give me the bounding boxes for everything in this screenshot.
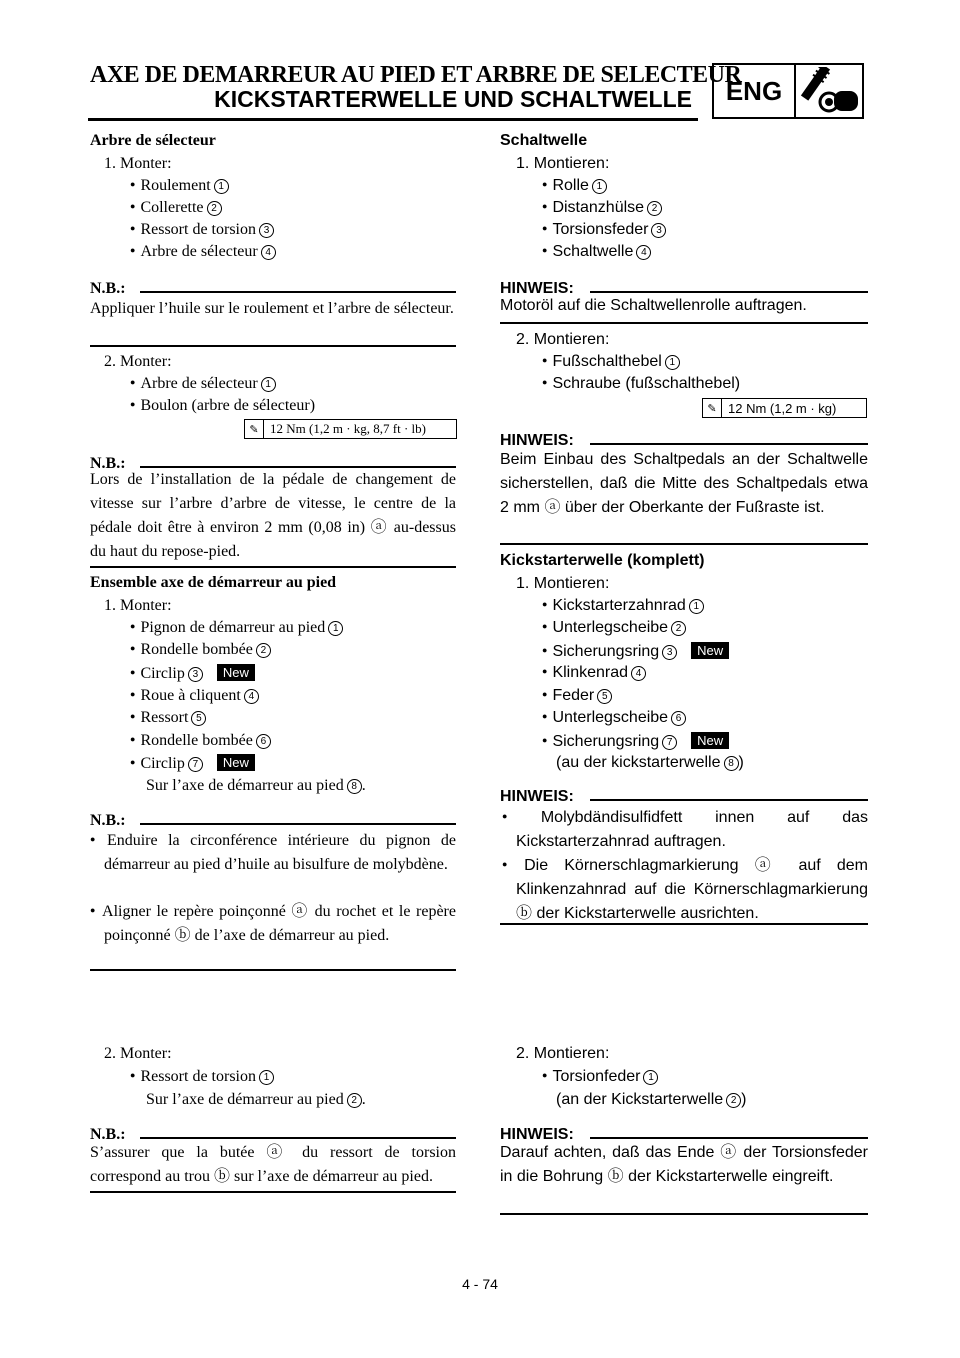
note-text: Lors de l’installation de la pédale de changement de vitesse sur l’arbre d’arbre de vitesse, le centre de la pédale doit être à environ 2 mm (0,08 in) ⓐ au-dessus du haut du repose-pied. <box>90 471 456 560</box>
note-bullet <box>90 827 457 877</box>
list-item <box>542 243 651 261</box>
mount-location <box>146 1091 366 1109</box>
list-item <box>130 199 222 217</box>
note-rule <box>590 1137 868 1139</box>
item-label: ● Torsionfeder <box>542 1068 640 1085</box>
ref-number: 1 <box>261 377 276 392</box>
mount-location <box>146 777 366 795</box>
ref-number: 3 <box>259 223 274 238</box>
location-text: (au der kickstarterwelle <box>556 754 721 771</box>
item-label: ● Sicherungsring <box>542 643 659 660</box>
note-label: HINWEIS: <box>500 432 574 449</box>
list-item <box>542 664 646 682</box>
list-item <box>130 619 343 637</box>
wrench-icon: ✎ <box>245 420 264 438</box>
list-item <box>130 732 271 750</box>
ref-number: 6 <box>671 711 686 726</box>
item-label: ● Arbre de sélecteur <box>130 243 258 260</box>
period-text: . <box>361 777 366 794</box>
note-text: Molybdändisulfidfett innen auf das Kickstarterzahnrad auftragen. <box>516 809 868 850</box>
section-title-kick-axle-fr: Ensemble axe de démarreur au pied <box>90 574 337 591</box>
ref-number: 2 <box>207 201 222 216</box>
note-text: Motoröl auf die Schaltwellenrolle auftragen. <box>500 297 807 314</box>
item-label: ● Rolle <box>542 177 589 194</box>
list-item <box>542 1068 658 1086</box>
note-label: N.B.: <box>90 812 126 829</box>
section-title-shift-shaft-de: Schaltwelle <box>500 132 588 149</box>
note-text: Enduire la circonférence intérieure du pignon de démarreur au pied d’huile au bisulfure de molybdène. <box>104 832 457 873</box>
new-part-badge: New <box>217 754 255 771</box>
list-item <box>542 732 729 751</box>
list-item <box>130 754 255 773</box>
torque-spec <box>244 419 457 439</box>
list-item <box>130 641 271 659</box>
list-item <box>542 619 686 637</box>
ref-number: 7 <box>188 757 203 772</box>
note-label: N.B.: <box>90 1126 126 1143</box>
section-title-shift-shaft-fr: Arbre de sélecteur <box>90 132 216 149</box>
tool-icon <box>796 67 862 117</box>
mount-location <box>556 1091 747 1109</box>
list-item <box>130 221 274 239</box>
ref-number: 5 <box>191 711 206 726</box>
page-title-de: KICKSTARTERWELLE UND SCHALTWELLE <box>214 86 692 112</box>
ref-number: 2 <box>726 1093 741 1108</box>
ref-number: 1 <box>665 355 680 370</box>
new-part-badge: New <box>691 642 729 659</box>
note-text: Aligner le repère poinçonné ⓐ du rochet et le repère poinçonné ⓑ de l’axe de démarreur au pied. <box>102 903 456 944</box>
step-text: 1. Montieren: <box>516 155 610 172</box>
location-text: Sur l’axe de démarreur au pied <box>146 777 344 794</box>
location-text: Sur l’axe de démarreur au pied <box>146 1091 344 1108</box>
list-item <box>542 199 662 217</box>
list-item <box>542 687 612 705</box>
ref-number: 7 <box>662 735 677 750</box>
bullet-glyph: ● <box>502 859 520 869</box>
section-rule <box>90 969 456 971</box>
item-label: ● Ressort de torsion <box>130 1068 256 1085</box>
section-rule <box>90 566 456 568</box>
ref-number: 1 <box>643 1070 658 1085</box>
note-bullet <box>90 898 456 948</box>
torque-value: 12 Nm (1,2 m · kg) <box>728 400 837 416</box>
step-text: 1. Monter: <box>104 597 172 614</box>
item-label: ● Rondelle bombée <box>130 641 253 658</box>
list-item <box>130 664 255 683</box>
list-item <box>542 177 607 195</box>
note-text: Appliquer l’huile sur le roulement et l’arbre de sélecteur. <box>90 300 454 317</box>
ref-number: 1 <box>259 1070 274 1085</box>
ref-number: 1 <box>328 621 343 636</box>
bullet-glyph: ● <box>502 811 536 821</box>
bullet-glyph: ● <box>90 834 102 844</box>
list-item <box>130 397 315 415</box>
item-label: ● Ressort <box>130 709 188 726</box>
section-rule <box>500 543 868 545</box>
ref-number: 4 <box>631 666 646 681</box>
item-label: ● Schraube (fußschalthebel) <box>542 375 740 392</box>
step-text: 2. Monter: <box>104 353 172 370</box>
note-rule <box>140 1137 456 1139</box>
note-label: HINWEIS: <box>500 280 574 297</box>
item-label: ● Pignon de démarreur au pied <box>130 619 325 636</box>
ref-number: 1 <box>689 599 704 614</box>
section-title-kick-axle-de: Kickstarterwelle (komplett) <box>500 552 705 569</box>
ref-number: 2 <box>256 643 271 658</box>
wrench-icon: ✎ <box>703 399 722 417</box>
ref-number: 4 <box>261 245 276 260</box>
list-item <box>130 177 229 195</box>
list-item <box>542 642 729 661</box>
ref-number: 5 <box>597 689 612 704</box>
item-label: ● Kickstarterzahnrad <box>542 597 686 614</box>
item-label: ● Circlip <box>130 755 185 772</box>
item-label: ● Unterlegscheibe <box>542 619 668 636</box>
note-rule <box>590 291 868 293</box>
step-text: 1. Monter: <box>104 155 172 172</box>
note-rule <box>140 291 456 293</box>
note-text: Darauf achten, daß das Ende ⓐ der Torsionsfeder in die Bohrung ⓑ der Kickstarterwelle eingreift. <box>500 1144 868 1185</box>
section-rule <box>90 345 456 347</box>
note-rule <box>590 443 868 445</box>
item-label: ● Klinkenrad <box>542 664 628 681</box>
item-label: ● Fußschalthebel <box>542 353 662 370</box>
section-rule <box>90 1191 456 1193</box>
new-part-badge: New <box>691 732 729 749</box>
torque-value: 12 Nm (1,2 m · kg, 8,7 ft · lb) <box>270 421 426 436</box>
note-label: HINWEIS: <box>500 1126 574 1143</box>
ref-number: 6 <box>256 734 271 749</box>
item-label: ● Arbre de sélecteur <box>130 375 258 392</box>
list-item <box>542 375 740 393</box>
ref-number: 2 <box>347 1093 362 1108</box>
mount-location <box>556 754 744 772</box>
ref-number: 1 <box>592 179 607 194</box>
item-label: ● Roulement <box>130 177 211 194</box>
item-label: ● Unterlegscheibe <box>542 709 668 726</box>
list-item <box>542 221 666 239</box>
item-label: ● Ressort de torsion <box>130 221 256 238</box>
ref-number: 3 <box>662 645 677 660</box>
torque-spec <box>702 398 867 418</box>
step-text: 2. Monter: <box>104 1045 172 1062</box>
ref-number: 8 <box>724 756 739 771</box>
list-item <box>130 243 276 261</box>
note-rule <box>140 823 456 825</box>
list-item <box>130 1068 274 1086</box>
step-text: 2. Montieren: <box>516 331 610 348</box>
header-rule <box>88 118 698 121</box>
list-item <box>130 375 276 393</box>
page-title-fr: AXE DE DEMARREUR AU PIED ET ARBRE DE SELECTEUR <box>90 62 742 88</box>
ref-number: 2 <box>671 621 686 636</box>
ref-number: 2 <box>647 201 662 216</box>
list-item <box>542 597 704 615</box>
location-text: (an der Kickstarterwelle <box>556 1091 724 1108</box>
engine-badge-label: ENG <box>714 65 796 117</box>
note-label: N.B.: <box>90 280 126 297</box>
item-label: ● Sicherungsring <box>542 733 659 750</box>
item-label: ● Collerette <box>130 199 204 216</box>
item-label: ● Circlip <box>130 665 185 682</box>
list-item <box>130 709 206 727</box>
ref-number: 3 <box>188 667 203 682</box>
item-label: ● Rondelle bombée <box>130 732 253 749</box>
note-bullet <box>502 804 868 854</box>
item-label: ● Distanzhülse <box>542 199 644 216</box>
section-rule <box>500 322 868 324</box>
section-rule <box>500 923 868 925</box>
item-label: ● Feder <box>542 687 594 704</box>
step-text: 2. Montieren: <box>516 1045 610 1062</box>
ref-number: 4 <box>244 689 259 704</box>
item-label: ● Roue à cliquent <box>130 687 241 704</box>
new-part-badge: New <box>217 664 255 681</box>
ref-number: 3 <box>651 223 666 238</box>
note-rule <box>590 799 868 801</box>
note-text: S’assurer que la butée ⓐ du ressort de torsion correspond au trou ⓑ sur l’axe de démarreur au pied. <box>90 1144 456 1185</box>
paren-text: ) <box>741 1091 747 1108</box>
list-item <box>542 709 686 727</box>
ref-number: 4 <box>636 245 651 260</box>
paren-text: ) <box>738 754 744 771</box>
note-text: Beim Einbau des Schaltpedals an der Schaltwelle sicherstellen, daß die Mitte des Schaltpedals etwa 2 mm ⓐ über der Oberkante der Fußraste ist. <box>500 451 868 516</box>
note-label: HINWEIS: <box>500 788 574 805</box>
page-number: 4 - 74 <box>462 1276 498 1292</box>
ref-number: 1 <box>214 179 229 194</box>
bullet-glyph: ● <box>90 905 98 915</box>
period-text: . <box>361 1091 366 1108</box>
item-label: ● Torsionsfeder <box>542 221 648 238</box>
section-rule <box>500 1213 868 1215</box>
note-bullet <box>502 852 868 926</box>
engine-badge <box>712 63 864 119</box>
note-text: Die Körnerschlagmarkierung ⓐ auf dem Klinkenzahnrad auf die Körnerschlagmarkierung ⓑ der Kickstarterwelle ausrichten. <box>516 857 868 922</box>
item-label: ● Schaltwelle <box>542 243 633 260</box>
step-text: 1. Montieren: <box>516 575 610 592</box>
list-item <box>542 353 680 371</box>
item-label: ● Boulon (arbre de sélecteur) <box>130 397 315 414</box>
list-item <box>130 687 259 705</box>
note-label: N.B.: <box>90 455 126 472</box>
ref-number: 8 <box>347 779 362 794</box>
